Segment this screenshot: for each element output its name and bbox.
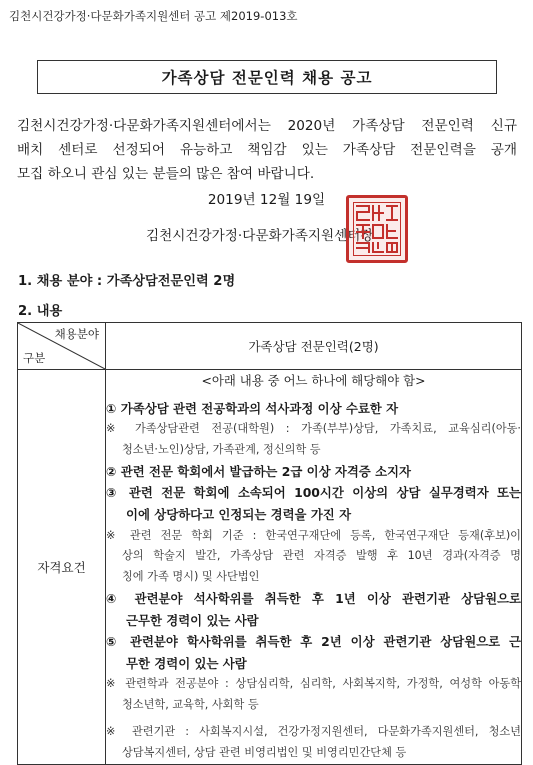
note-1-line: ※ 가족상담관련 전공(대학원) : 가족(부부)상담, 가족치료, 교육심리(아동· (106, 422, 521, 436)
header-field-label: 채용분야 (54, 327, 99, 341)
official-seal (346, 195, 408, 263)
field-name-cell: 가족상담 전문인력(2명) (106, 323, 522, 370)
intro-paragraph (17, 114, 517, 186)
table-header-row (18, 323, 522, 370)
criterion-3-line: 이에 상당하다고 인정되는 경력을 가진 자 (126, 506, 352, 522)
criterion-5-line: 무한 경력이 있는 사람 (126, 655, 247, 671)
criterion-1: ① 가족상담 관련 전공학과의 석사과정 이상 수료한 자 (106, 400, 399, 416)
section-recruitment-field: 1. 채용 분야 : 가족상담전문인력 2명 (18, 274, 236, 289)
qualification-label-cell: 자격요건 (18, 370, 106, 765)
section-details: 2. 내용 (18, 304, 63, 319)
criterion-4-line: 근무한 경력이 있는 사람 (126, 612, 259, 628)
criterion-4-line: ④ 관련분야 석사학위를 취득한 후 1년 이상 관련기관 상담원으로 (106, 590, 521, 606)
note-5-line: 청소년학, 교육학, 사회학 등 (122, 698, 259, 712)
qualification-table (17, 322, 522, 765)
document-reference: 김천시건강가정·다문화가족지원센터 공고 제2019-013호 (9, 9, 298, 23)
instruction-text: <아래 내용 중 어느 하나에 해당해야 함> (201, 373, 426, 388)
intro-line: 배치 센터로 선정되어 유능하고 책임감 있는 가족상담 전문인력을 공개 (17, 142, 517, 158)
note-1-line: 청소년·노인)상담, 가족관계, 정신의학 등 (122, 442, 321, 456)
seal-glyph-icon (349, 198, 405, 260)
note-3-line: ※ 관련 전문 학회 기준 : 한국연구재단에 등록, 한국연구재단 등재(후보)이 (106, 528, 521, 542)
header-category-label: 구분 (23, 351, 46, 365)
note-6-line: ※ 관련기관 : 사회복지시설, 건강가정지원센터, 다문화가족지원센터, 청소년 (106, 724, 521, 738)
announcement-date: 2019년 12월 19일 (207, 192, 326, 208)
criterion-5-line: ⑤ 관련분야 학사학위를 취득한 후 2년 이상 관련기관 상담원으로 근 (106, 634, 521, 650)
note-5-line: ※ 관련학과 전공분야 : 상담심리학, 심리학, 사회복지학, 가정학, 여성학 아동학 (106, 677, 521, 691)
diagonal-header-cell (18, 323, 106, 370)
note-6-line: 상담복지센터, 상담 관련 비영리법인 및 비영리민간단체 등 (122, 745, 407, 759)
title-text: 가족상담 전문인력 채용 공고 (161, 69, 373, 87)
announcement-title (37, 60, 497, 94)
intro-line: 김천시건강가정·다문화가족지원센터에서는 2020년 가족상담 전문인력 신규 (17, 118, 517, 134)
table-row (18, 370, 522, 765)
organization-name: 김천시건강가정·다문화가족지원센터장 (146, 228, 374, 244)
criterion-2: ② 관련 전문 학회에서 발급하는 2급 이상 자격증 소지자 (106, 463, 411, 479)
note-3-line: 칭에 가족 명시) 및 사단법인 (122, 570, 260, 584)
intro-line: 모집 하오니 관심 있는 분들의 많은 참여 바랍니다. (17, 166, 315, 182)
qualification-content-cell (106, 370, 522, 765)
note-3-line: 상의 학술지 발간, 가족상담 관련 자격증 발행 후 10년 경과(자격증 명 (122, 549, 521, 563)
criterion-3-line: ③ 관련 전문 학회에 소속되어 100시간 이상의 상담 실무경력자 또는 (106, 485, 521, 501)
